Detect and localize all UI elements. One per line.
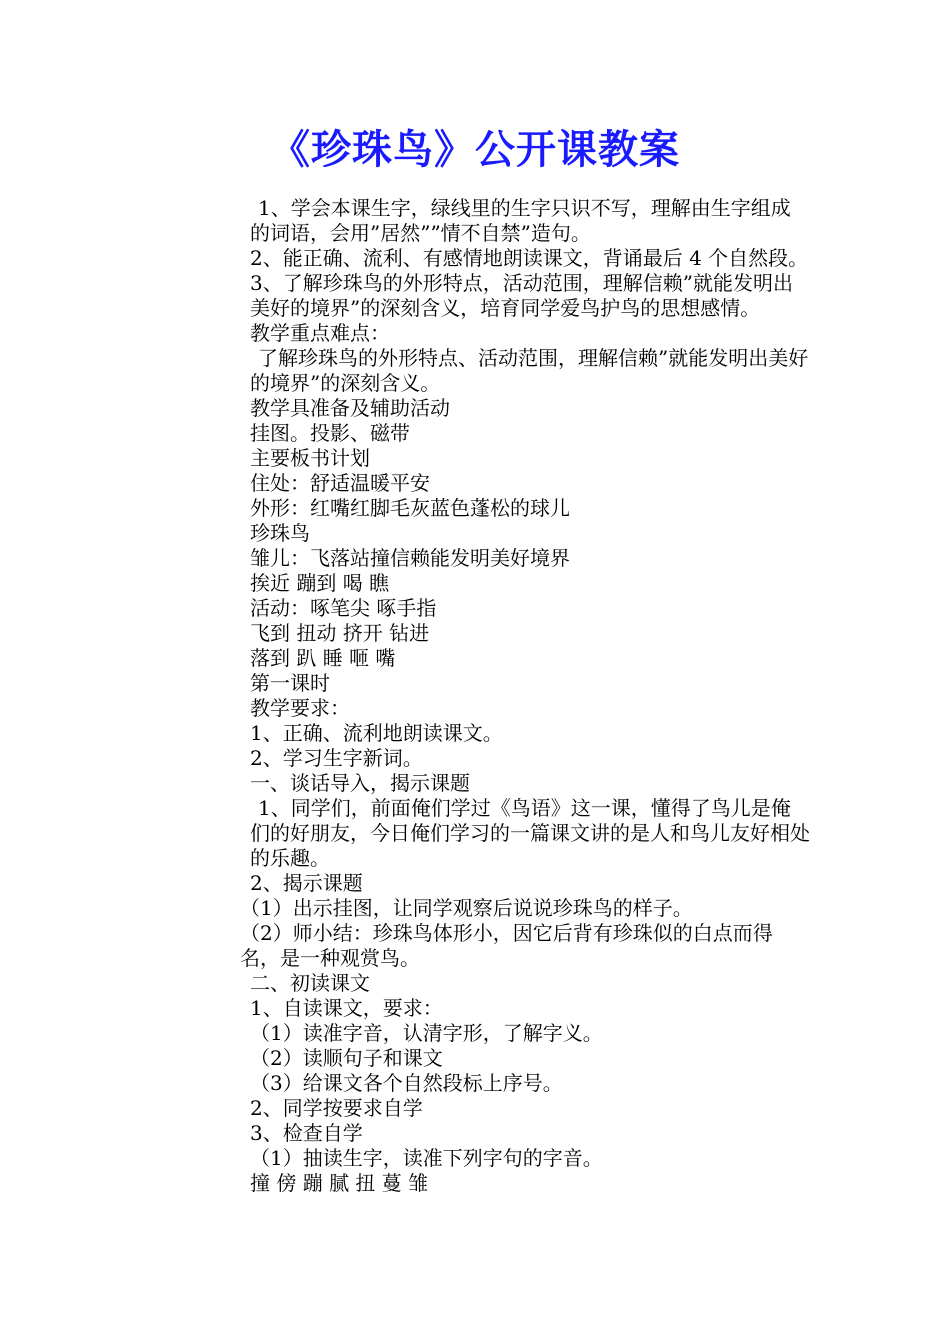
paragraph-21: 一、谈话导入，揭示课题: [250, 771, 470, 795]
paragraph-4: 教学重点难点：: [250, 321, 390, 345]
paragraph-15: 飞到 扭动 挤开 钻进: [250, 621, 430, 645]
paragraph-30: （3）给课文各个自然段标上序号。: [250, 1071, 563, 1095]
document-title: 《珍珠鸟》公开课教案: [270, 127, 680, 173]
paragraph-31: 2、同学按要求自学: [250, 1096, 423, 1120]
paragraph-11: 珍珠鸟: [250, 521, 310, 545]
paragraph-8: 主要板书计划: [250, 446, 370, 470]
paragraph-29: （2）读顺句子和课文: [250, 1046, 443, 1070]
paragraph-23: 2、揭示课题: [250, 871, 363, 895]
paragraph-17: 第一课时: [250, 671, 330, 695]
paragraph-13: 挨近 蹦到 喝 瞧: [250, 571, 390, 595]
document-body: [145, 196, 810, 1196]
paragraph-24: （1）出示挂图，让同学观察后说说珍珠鸟的样子。: [240, 896, 693, 920]
paragraph-12: 雏儿：飞落站撞信赖能发明美好境界: [250, 546, 570, 570]
paragraph-9: 住处：舒适温暖平安: [250, 471, 430, 495]
paragraph-18: 教学要求：: [250, 696, 350, 720]
paragraph-19: 1、正确、流利地朗读课文。: [250, 721, 503, 745]
paragraph-20: 2、学习生字新词。: [250, 746, 423, 770]
paragraph-22: 1、同学们，前面俺们学过《鸟语》这一课，懂得了鸟儿是俺们的好朋友，今日俺们学习的一篇课文讲的是人和鸟儿友好相处的乐趣。: [250, 796, 810, 870]
paragraph-32: 3、检查自学: [250, 1121, 363, 1145]
paragraph-6: 教学具准备及辅助活动: [250, 396, 450, 420]
paragraph-28: （1）读准字音，认清字形，了解字义。: [250, 1021, 603, 1045]
paragraph-27: 1、自读课文，要求：: [250, 996, 443, 1020]
paragraph-1: 1、学会本课生字，绿线里的生字只识不写，理解由生字组成的词语，会用”居然””情不自禁”造句。: [250, 196, 791, 245]
paragraph-14: 活动：啄笔尖 啄手指: [250, 596, 437, 620]
paragraph-3: 3、了解珍珠鸟的外形特点，活动范围，理解信赖”就能发明出美好的境界”的深刻含义，培育同学爱鸟护鸟的思想感情。: [250, 271, 793, 320]
paragraph-33: （1）抽读生字，读准下列字句的字音。: [250, 1146, 603, 1170]
paragraph-7: 挂图。投影、磁带: [250, 421, 410, 445]
paragraph-25: （2）师小结：珍珠鸟体形小，因它后背有珍珠似的白点而得名，是一种观赏鸟。: [240, 921, 773, 970]
paragraph-26: 二、初读课文: [250, 971, 370, 995]
paragraph-34: 撞 傍 蹦 腻 扭 蔓 雏: [250, 1171, 429, 1195]
paragraph-16: 落到 趴 睡 咂 嘴: [250, 646, 396, 670]
paragraph-5: 了解珍珠鸟的外形特点、活动范围，理解信赖”就能发明出美好的境界”的深刻含义。: [250, 346, 809, 395]
paragraph-10: 外形：红嘴红脚毛灰蓝色蓬松的球儿: [250, 496, 570, 520]
paragraph-2: 2、能正确、流利、有感情地朗读课文，背诵最后 4 个自然段。: [250, 246, 809, 270]
